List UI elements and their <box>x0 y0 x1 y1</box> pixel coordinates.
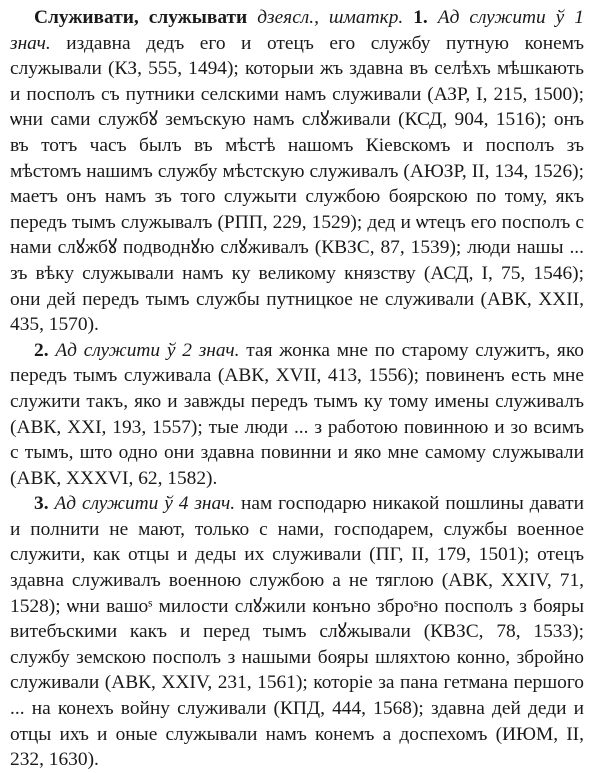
headword: Служивати, служывати <box>34 7 248 28</box>
sense-number: 3. <box>34 493 49 515</box>
sense-text: нам господарю никакой пошлины давати и полнити не мают, только с нами, господарем, службы военное служити, как отцы и деды их служивали (ПГ, II, 179, 1501); отецъ здавна служивалъ военною службою а не тяглою (АВК, XXIV, 71, 1528); ѡни вашоˢ милости слꙋжили конъно зброˢно посполъ з бояры витебъскими какъ и перед тымъ слꙋжывали (КВЗС, 78, 1533); службу земскою посполъ з нашыми бояры шляхтою конно, збройно служивали (АВК, XXIV, 231, 1561); которіе за пана гетмана першого ... на конехъ войну служивали (КПД, 444, 1568); здавна дей деди и отцы ихъ и оные служывали намъ конемъ а доспехомъ (ИЮМ, II, 232, 1630). <box>10 493 584 771</box>
grammar-label: дзеясл., шматкр. <box>257 7 404 28</box>
sense-2-paragraph <box>10 338 584 492</box>
sense-text: тая жонка мне по старому служитъ, яко передъ тымъ служивала (АВК, XVII, 413, 1556); повиненъ есть мне служити такъ, яко и завжды передъ тымъ ку тому имены служивалъ (АВК, XXI, 193, 1557); тые люди ... з работою повинною и зо всимъ с тымъ, што одно они здавна повинни и яко мне самому служывали (АВК, XXXVI, 62, 1582). <box>10 339 584 489</box>
sense-reference: Ад служити ў 4 знач. <box>54 493 236 515</box>
sense-3-paragraph <box>10 491 584 773</box>
sense-text: издавна дедъ его и отецъ его службу путную конемъ служывали (КЗ, 555, 1494); которыи жъ здавна въ селѣхъ мѣшкають и посполъ съ путники селскими намъ служивали (АЗР, I, 215, 1500); ѡни сами службꙋ земъскую намъ слꙋживали (КСД, 904, 1516); онъ въ тотъ часъ былъ въ мѣстѣ нашомъ Кіевскомъ и посполъ зъ мѣстомъ нашимъ службу мѣстскую служивалъ (АЮЗР, II, 134, 1526); маетъ онъ намъ зъ того служыти службою боярскою по тому, якъ передъ тымъ служывалъ (РПП, 229, 1529); дед и ѡтецъ его посполъ с нами слꙋжбꙋ подводнꙋю слꙋживалъ (КВЗС, 87, 1539); люди нашы ... зъ вѣку служывали намъ ку великому князству (АСД, I, 75, 1546); они дей передъ тымъ службы путницкое не служивали (АВК, XXII, 435, 1570). <box>10 32 584 336</box>
sense-reference: Ад служити ў 2 знач. <box>55 339 240 361</box>
sense-number: 1. <box>413 7 428 28</box>
sense-1-paragraph <box>10 5 584 338</box>
sense-reference: Ад служити ў 1 знач. <box>10 7 584 54</box>
sense-number: 2. <box>34 339 49 361</box>
